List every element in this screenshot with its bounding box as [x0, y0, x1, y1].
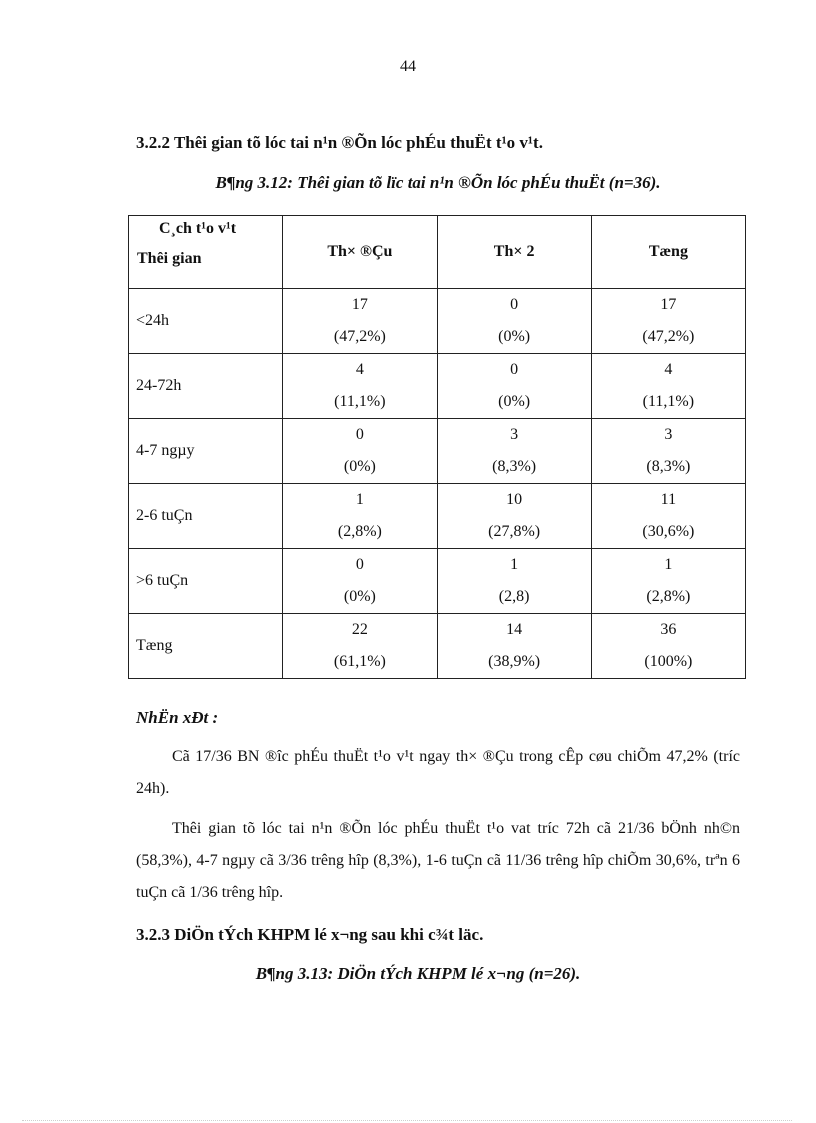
table-cell	[591, 484, 745, 549]
cell-count: 17	[351, 296, 368, 313]
table-cell	[283, 614, 437, 679]
table-row	[129, 354, 746, 419]
table-corner-cell	[129, 216, 283, 289]
cell-percent: (2,8%)	[337, 523, 382, 540]
table-cell	[437, 289, 591, 354]
remark-paragraph-1: Cã 17/36 BN ®îc phÉu thuËt t¹o v¹t ngay th× ®Çu trong cÊp cøu chiÕm 47,2% (tríc 24h).	[136, 748, 740, 797]
table-row	[129, 419, 746, 484]
section-heading-3-2-3: 3.2.3 DiÖn tÝch KHPM lé x¬ng sau khi c¾t läc.	[136, 925, 484, 944]
cell-percent: (2,8)	[498, 588, 530, 605]
cell-count: 10	[506, 491, 523, 508]
table-cell	[283, 484, 437, 549]
cell-percent: (47,2%)	[642, 328, 695, 345]
cell-count: 3	[510, 426, 519, 443]
page-number: 44	[400, 58, 416, 75]
corner-row-label: Thêi gian	[137, 250, 202, 267]
table-row	[129, 484, 746, 549]
table-cell	[437, 549, 591, 614]
table-caption-3-13: B¶ng 3.13: DiÖn tÝch KHPM lé x¬ng (n=26).	[255, 964, 581, 983]
cell-count: 0	[510, 296, 519, 313]
cell-count: 11	[660, 491, 677, 508]
cell-percent: (0%)	[343, 458, 376, 475]
row-label: Tæng	[129, 614, 283, 679]
table-header-row	[129, 216, 746, 289]
cell-count: 4	[664, 361, 673, 378]
table-cell	[283, 419, 437, 484]
cell-percent: (2,8%)	[646, 588, 691, 605]
column-header-second-stage: Th× 2	[437, 216, 591, 289]
cell-percent: (38,9%)	[488, 653, 541, 670]
cell-percent: (0%)	[343, 588, 376, 605]
page-bottom-rule	[22, 1120, 792, 1121]
cell-percent: (61,1%)	[333, 653, 386, 670]
cell-percent: (8,3%)	[492, 458, 537, 475]
cell-count: 0	[355, 556, 364, 573]
cell-count: 17	[660, 296, 677, 313]
table-cell	[437, 614, 591, 679]
time-to-surgery-table	[128, 215, 746, 679]
table-cell	[591, 419, 745, 484]
table-row	[129, 289, 746, 354]
cell-count: 36	[660, 621, 677, 638]
row-label: 24-72h	[129, 354, 283, 419]
cell-count: 14	[506, 621, 523, 638]
table-cell	[283, 549, 437, 614]
table-caption-3-12: B¶ng 3.12: Thêi gian tõ lïc tai n¹n ®Õn lóc phÉu thuËt (n=36).	[215, 173, 661, 192]
table-cell	[437, 484, 591, 549]
row-label: 4-7 ngµy	[129, 419, 283, 484]
table-row	[129, 549, 746, 614]
cell-percent: (0%)	[498, 328, 531, 345]
cell-percent: (0%)	[498, 393, 531, 410]
cell-percent: (11,1%)	[334, 393, 386, 410]
cell-percent: (11,1%)	[642, 393, 695, 410]
table-cell	[591, 354, 745, 419]
table-cell	[591, 614, 745, 679]
row-label: 2-6 tuÇn	[129, 484, 283, 549]
cell-count: 3	[664, 426, 673, 443]
cell-percent: (8,3%)	[646, 458, 691, 475]
cell-percent: (47,2%)	[333, 328, 386, 345]
cell-percent: (27,8%)	[488, 523, 541, 540]
table-cell	[591, 549, 745, 614]
row-label: <24h	[129, 289, 283, 354]
remark-heading: NhËn xÐt :	[136, 708, 219, 727]
remark-paragraph-2: Thêi gian tõ lóc tai n¹n ®Õn lóc phÉu thuËt t¹o vat tríc 72h cã 21/36 bÖnh nh©n (58,3%), 4-7 ngµy cã 3/36 trêng hîp (8,3%), 1-6 tuÇn cã 11/36 trêng hîp chiÕm 30,6%, trªn 6 tuÇn cã 1/36 trêng hîp.	[136, 820, 740, 901]
cell-percent: (30,6%)	[642, 523, 695, 540]
cell-count: 1	[355, 491, 364, 508]
cell-count: 0	[355, 426, 364, 443]
cell-count: 1	[510, 556, 519, 573]
table-cell	[437, 419, 591, 484]
cell-count: 1	[664, 556, 673, 573]
cell-count: 22	[351, 621, 368, 638]
table-cell	[591, 289, 745, 354]
row-label: >6 tuÇn	[129, 549, 283, 614]
table-cell	[283, 354, 437, 419]
column-header-total: Tæng	[591, 216, 745, 289]
table-cell	[283, 289, 437, 354]
cell-percent: (100%)	[644, 653, 693, 670]
table-row-total	[129, 614, 746, 679]
cell-count: 0	[510, 361, 519, 378]
section-heading-3-2-2: 3.2.2 Thêi gian tõ lóc tai n¹n ®Õn lóc phÉu thuËt t¹o v¹t.	[136, 133, 543, 152]
table-cell	[437, 354, 591, 419]
corner-column-label: C¸ch t¹o v¹t	[159, 220, 237, 237]
column-header-first-stage: Th× ®Çu	[283, 216, 437, 289]
cell-count: 4	[355, 361, 364, 378]
